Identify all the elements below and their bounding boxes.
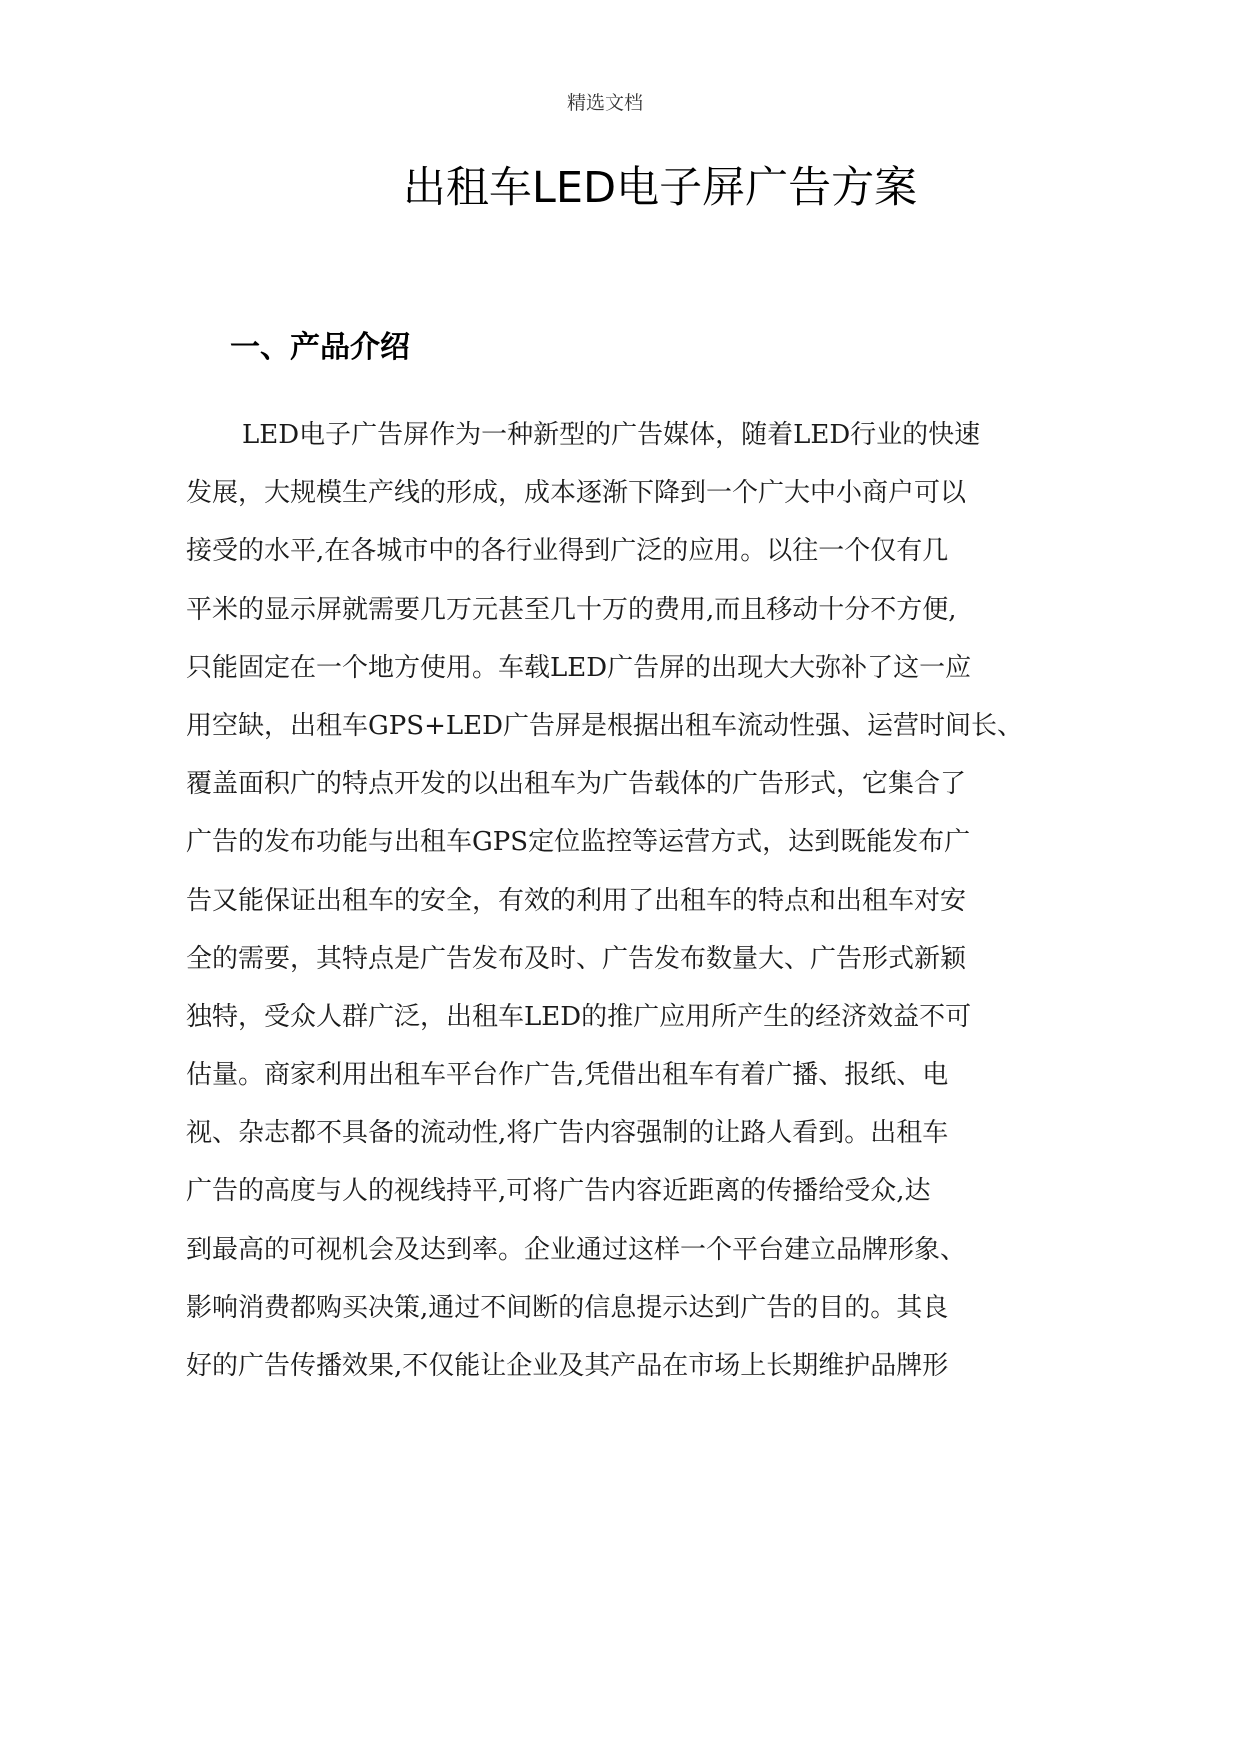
paragraph-line: 发展，大规模生产线的形成，成本逐渐下降到一个广大中小商户可以 bbox=[186, 478, 967, 509]
paragraph-line: 广告的发布功能与出租车GPS定位监控等运营方式，达到既能发布广 bbox=[186, 827, 971, 858]
paragraph-line: 告又能保证出租车的安全，有效的利用了出租车的特点和出租车对安 bbox=[186, 885, 967, 916]
paragraph-line: 平米的显示屏就需要几万元甚至几十万的费用,而且移动十分不方便, bbox=[186, 594, 957, 625]
paragraph-line: 广告的高度与人的视线持平,可将广告内容近距离的传播给受众,达 bbox=[186, 1176, 931, 1207]
paragraph-line: LED电子广告屏作为一种新型的广告媒体，随着LED行业的快速 bbox=[242, 420, 981, 450]
paragraph-line: 只能固定在一个地方使用。车载LED广告屏的出现大大弥补了这一应 bbox=[186, 652, 972, 683]
body-paragraph bbox=[186, 415, 1056, 1404]
paragraph-line: 用空缺，出租车GPS+LED广告屏是根据出租车流动性强、运营时间长、 bbox=[186, 710, 1023, 741]
paragraph-line: 接受的水平,在各城市中的各行业得到广泛的应用。以往一个仅有几 bbox=[186, 536, 949, 567]
section-heading: 一、产品介绍 bbox=[230, 330, 410, 365]
paragraph-line: 独特，受众人群广泛，出租车LED的推广应用所产生的经济效益不可 bbox=[186, 1001, 972, 1032]
document-title: 出租车LED电子屏广告方案 bbox=[402, 163, 918, 213]
paragraph-line: 全的需要，其特点是广告发布及时、广告发布数量大、广告形式新颖 bbox=[186, 943, 967, 974]
paragraph-line: 估量。商家利用出租车平台作广告,凭借出租车有着广播、报纸、电 bbox=[186, 1060, 949, 1091]
page-header: 精选文档 bbox=[566, 92, 643, 114]
paragraph-line: 视、杂志都不具备的流动性,将广告内容强制的让路人看到。出租车 bbox=[186, 1118, 949, 1149]
paragraph-line: 覆盖面积广的特点开发的以出租车为广告载体的广告形式，它集合了 bbox=[186, 769, 967, 800]
paragraph-line: 好的广告传播效果,不仅能让企业及其产品在市场上长期维护品牌形 bbox=[186, 1351, 949, 1381]
paragraph-line: 到最高的可视机会及达到率。企业通过这样一个平台建立品牌形象、 bbox=[186, 1234, 967, 1265]
paragraph-line: 影响消费都购买决策,通过不间断的信息提示达到广告的目的。其良 bbox=[186, 1292, 949, 1323]
